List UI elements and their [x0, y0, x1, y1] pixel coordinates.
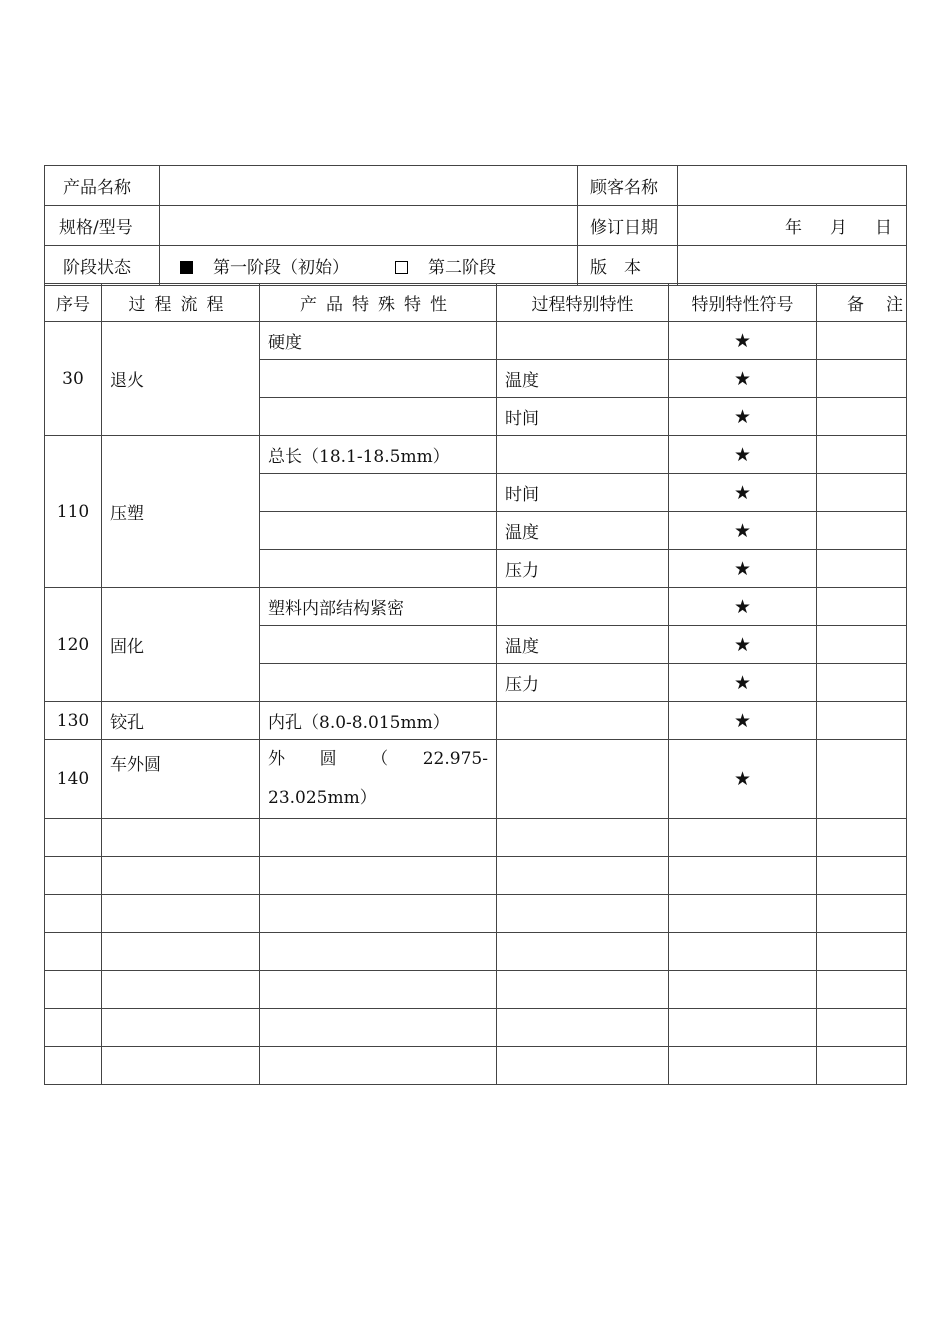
empty-cell[interactable] — [260, 1047, 497, 1085]
process-char-cell: 压力 — [497, 664, 669, 702]
remarks-cell[interactable] — [817, 740, 907, 819]
empty-cell[interactable] — [260, 971, 497, 1009]
product-char-cell — [260, 398, 497, 436]
remarks-cell[interactable] — [817, 436, 907, 474]
remarks-cell[interactable] — [817, 550, 907, 588]
header-row-product — [45, 166, 907, 206]
empty-cell[interactable] — [669, 1047, 817, 1085]
empty-cell[interactable] — [497, 819, 669, 857]
star-icon: ★ — [669, 322, 817, 360]
empty-cell[interactable] — [817, 1009, 907, 1047]
stage1-label: 第一阶段（初始） — [213, 258, 349, 278]
empty-cell[interactable] — [669, 971, 817, 1009]
empty-cell[interactable] — [45, 857, 102, 895]
product-char-part: 外 — [268, 749, 285, 769]
empty-cell[interactable] — [817, 895, 907, 933]
empty-cell[interactable] — [817, 1047, 907, 1085]
seq-cell: 110 — [45, 436, 102, 588]
remarks-cell[interactable] — [817, 474, 907, 512]
empty-cell[interactable] — [102, 1009, 260, 1047]
col-header-remarks: 备注 — [817, 284, 907, 322]
star-icon: ★ — [669, 588, 817, 626]
product-char-part: 22.975- — [422, 749, 488, 769]
last-process-body — [45, 740, 907, 819]
product-name-label: 产品名称 — [45, 166, 160, 206]
product-char-cell — [260, 664, 497, 702]
empty-cell[interactable] — [497, 895, 669, 933]
revision-date-label: 修订日期 — [578, 206, 678, 246]
product-char-cell — [260, 512, 497, 550]
version-label: 版 本 — [578, 246, 678, 286]
star-icon: ★ — [669, 702, 817, 740]
star-icon: ★ — [669, 436, 817, 474]
seq-cell: 140 — [45, 740, 102, 819]
empty-cell[interactable] — [817, 819, 907, 857]
table-row — [45, 588, 907, 626]
product-char-part: 圆 — [319, 749, 337, 769]
empty-cell[interactable] — [497, 933, 669, 971]
star-icon: ★ — [669, 664, 817, 702]
unchecked-box-icon[interactable] — [395, 261, 408, 274]
empty-cell[interactable] — [102, 895, 260, 933]
empty-cell[interactable] — [497, 1047, 669, 1085]
empty-cell[interactable] — [817, 857, 907, 895]
process-name-cell: 压塑 — [102, 436, 260, 588]
star-icon: ★ — [669, 740, 817, 819]
revision-date-field[interactable] — [678, 206, 907, 246]
empty-cell[interactable] — [45, 933, 102, 971]
seq-cell: 120 — [45, 588, 102, 702]
empty-cell[interactable] — [669, 857, 817, 895]
empty-cell[interactable] — [497, 1009, 669, 1047]
col-header-symbol: 特别特性符号 — [669, 284, 817, 322]
process-char-cell: 温度 — [497, 626, 669, 664]
star-icon: ★ — [669, 626, 817, 664]
product-char-cell — [260, 626, 497, 664]
remarks-cell[interactable] — [817, 512, 907, 550]
process-char-cell — [497, 740, 669, 819]
header-row-stage — [45, 246, 907, 286]
empty-cell[interactable] — [260, 933, 497, 971]
empty-cell[interactable] — [260, 819, 497, 857]
remarks-cell[interactable] — [817, 588, 907, 626]
empty-cell[interactable] — [102, 933, 260, 971]
remarks-cell[interactable] — [817, 322, 907, 360]
date-year: 年 — [785, 218, 802, 238]
col-header-seq: 序号 — [45, 284, 102, 322]
stage2-label: 第二阶段 — [428, 258, 496, 278]
empty-cell[interactable] — [497, 971, 669, 1009]
empty-cell[interactable] — [45, 895, 102, 933]
empty-row — [45, 971, 907, 1009]
empty-row — [45, 857, 907, 895]
process-body — [45, 322, 907, 740]
spec-model-field[interactable] — [160, 206, 578, 246]
empty-row — [45, 819, 907, 857]
product-char-cell — [260, 360, 497, 398]
checked-box-icon[interactable] — [180, 261, 193, 274]
process-name-cell: 车外圆 — [102, 740, 260, 819]
table-row — [45, 322, 907, 360]
remarks-cell[interactable] — [817, 702, 907, 740]
process-char-cell: 时间 — [497, 474, 669, 512]
empty-cell[interactable] — [102, 857, 260, 895]
product-char-line1 — [268, 740, 488, 779]
remarks-cell[interactable] — [817, 626, 907, 664]
empty-cell[interactable] — [45, 971, 102, 1009]
empty-cell[interactable] — [669, 1009, 817, 1047]
empty-rows-body — [45, 819, 907, 1085]
product-name-field[interactable] — [160, 166, 578, 206]
product-char-cell: 总长（18.1-18.5mm） — [260, 436, 497, 474]
customer-name-label: 顾客名称 — [578, 166, 678, 206]
empty-cell[interactable] — [45, 1047, 102, 1085]
empty-cell[interactable] — [45, 819, 102, 857]
empty-row — [45, 1009, 907, 1047]
remarks-cell[interactable] — [817, 664, 907, 702]
version-field[interactable] — [678, 246, 907, 286]
process-name-cell: 固化 — [102, 588, 260, 702]
spec-model-label: 规格/型号 — [45, 206, 160, 246]
empty-row — [45, 1047, 907, 1085]
table-row — [45, 436, 907, 474]
col-header-product-char: 产品特殊特性 — [260, 284, 497, 322]
stage-status-field — [160, 246, 578, 286]
empty-cell[interactable] — [817, 971, 907, 1009]
table-row — [45, 702, 907, 740]
characteristics-table — [44, 283, 925, 1085]
empty-cell[interactable] — [102, 971, 260, 1009]
header-row-spec — [45, 206, 907, 246]
product-char-cell: 塑料内部结构紧密 — [260, 588, 497, 626]
process-char-cell — [497, 702, 669, 740]
star-icon: ★ — [669, 398, 817, 436]
process-char-cell — [497, 322, 669, 360]
remarks-cell[interactable] — [817, 360, 907, 398]
empty-cell[interactable] — [260, 857, 497, 895]
column-header-row — [45, 284, 907, 322]
date-day: 日 — [875, 218, 892, 238]
star-icon: ★ — [669, 360, 817, 398]
remarks-cell[interactable] — [817, 398, 907, 436]
seq-cell: 130 — [45, 702, 102, 740]
process-char-cell — [497, 588, 669, 626]
empty-cell[interactable] — [102, 819, 260, 857]
empty-cell[interactable] — [669, 895, 817, 933]
empty-cell[interactable] — [45, 1009, 102, 1047]
empty-cell[interactable] — [260, 1009, 497, 1047]
process-char-cell — [497, 436, 669, 474]
empty-row — [45, 895, 907, 933]
empty-cell[interactable] — [260, 895, 497, 933]
star-icon: ★ — [669, 550, 817, 588]
stage-status-label: 阶段状态 — [45, 246, 160, 286]
product-char-cell: 硬度 — [260, 322, 497, 360]
customer-name-field[interactable] — [678, 166, 907, 206]
date-month: 月 — [830, 218, 847, 238]
process-name-cell: 铰孔 — [102, 702, 260, 740]
process-name-cell: 退火 — [102, 322, 260, 436]
product-char-line2: 23.025mm） — [268, 788, 377, 808]
product-char-cell — [260, 740, 497, 819]
process-char-cell: 温度 — [497, 512, 669, 550]
empty-cell[interactable] — [669, 819, 817, 857]
seq-cell: 30 — [45, 322, 102, 436]
table-row — [45, 740, 907, 819]
product-char-cell — [260, 550, 497, 588]
star-icon: ★ — [669, 474, 817, 512]
empty-cell[interactable] — [497, 857, 669, 895]
empty-cell[interactable] — [669, 933, 817, 971]
product-char-part: （ — [371, 749, 389, 769]
empty-cell[interactable] — [817, 933, 907, 971]
process-char-cell: 温度 — [497, 360, 669, 398]
col-header-process-char: 过程特别特性 — [497, 284, 669, 322]
product-char-cell — [260, 474, 497, 512]
empty-row — [45, 933, 907, 971]
process-char-cell: 压力 — [497, 550, 669, 588]
col-header-process-flow: 过程流程 — [102, 284, 260, 322]
header-table — [44, 165, 907, 286]
product-char-cell: 内孔（8.0-8.015mm） — [260, 702, 497, 740]
process-char-cell: 时间 — [497, 398, 669, 436]
empty-cell[interactable] — [102, 1047, 260, 1085]
star-icon: ★ — [669, 512, 817, 550]
